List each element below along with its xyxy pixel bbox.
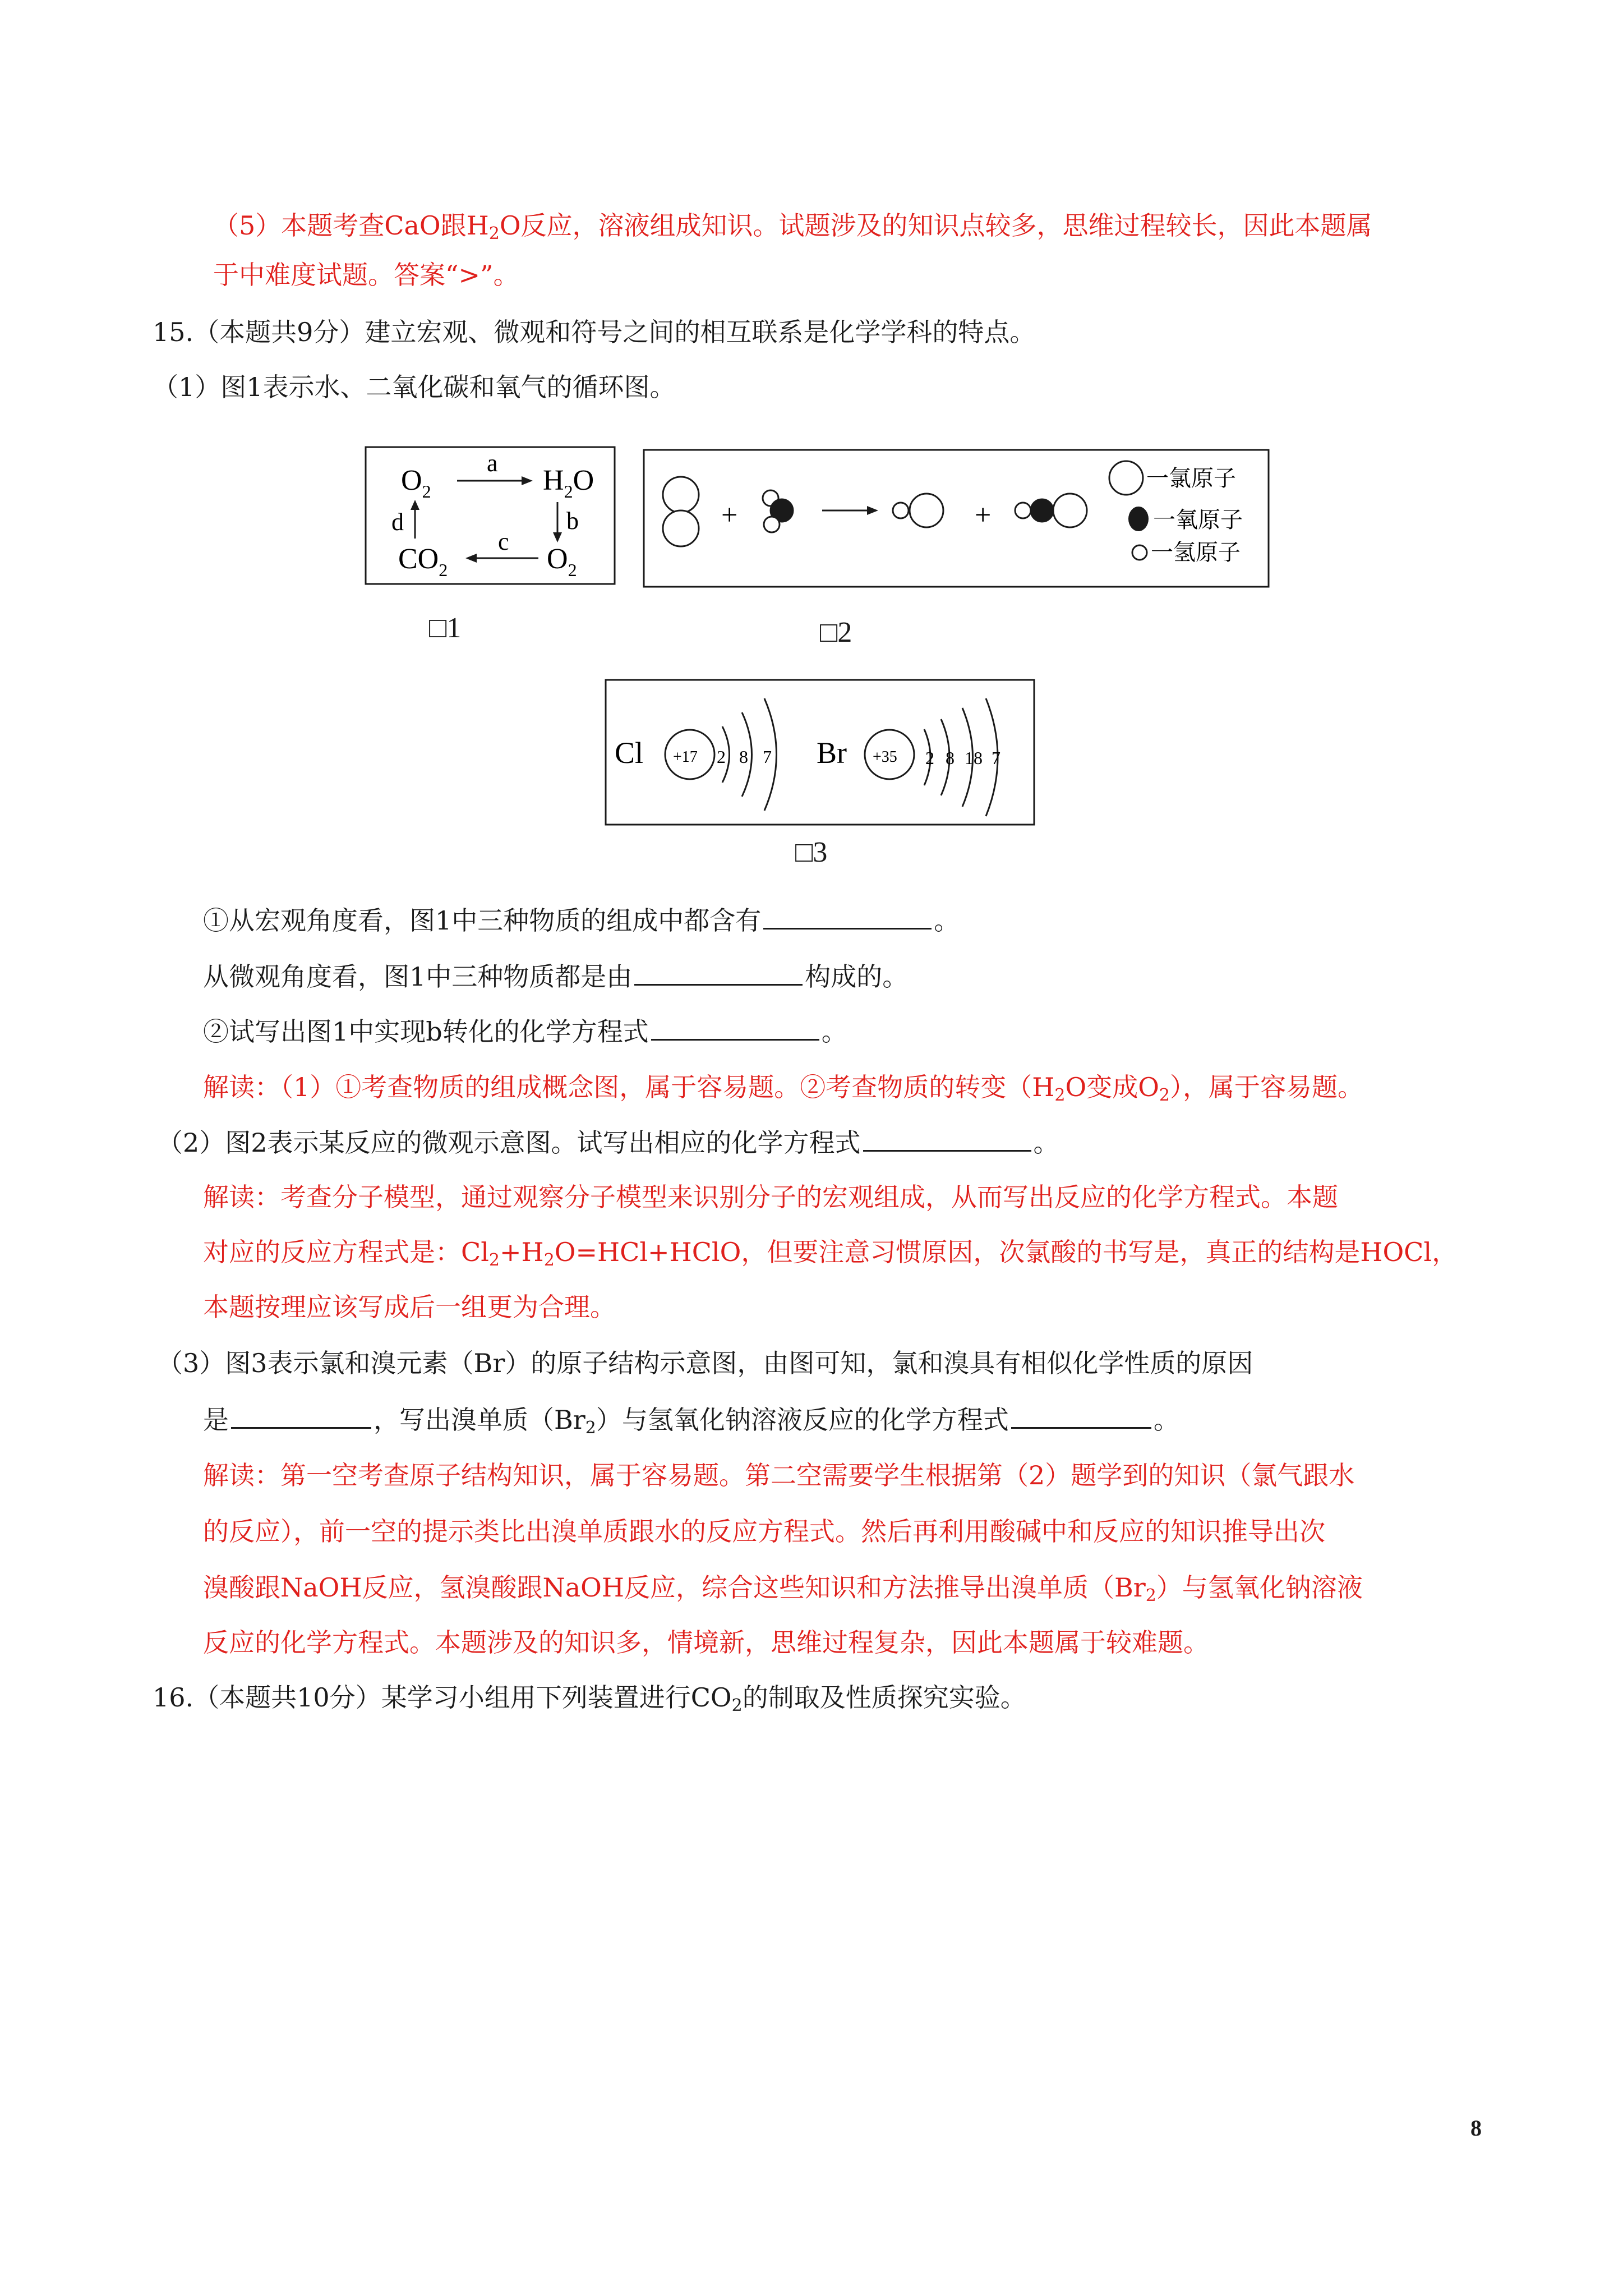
- answer-blank[interactable]: [651, 1014, 819, 1041]
- fig3-cl-nucleus: +17: [673, 748, 698, 766]
- legend-chlorine-label: 一氯原子: [1146, 466, 1236, 491]
- legend-oxygen-label: 一氧原子: [1153, 507, 1243, 532]
- fig1-label-c: c: [498, 528, 509, 555]
- fig3-cl-e2: 8: [739, 747, 748, 767]
- analysis-15-3-line-3: 溴酸跟NaOH反应，氢溴酸跟NaOH反应，综合这些知识和方法推导出溴单质$(Br_2)$与氢氧化钠溶液: [203, 1572, 1363, 1605]
- analysis-15-1: 解读：（1）①考查物质的组成概念图，属于容易题。②考查物质的转变（$H_2O$变成$O_2$），属于容易题。: [203, 1072, 1364, 1105]
- page-number: 8: [1470, 2115, 1482, 2141]
- fig1-o2-bottom: $O_2$: [547, 543, 577, 580]
- legend-hydrogen-icon: [1132, 545, 1147, 560]
- figure-2-molecular-reaction: [643, 449, 1271, 591]
- analysis-15-3-line-2: 的反应），前一空的提示类比出溴单质跟水的反应方程式。然后再利用酸碱中和反应的知识推导出次: [203, 1516, 1325, 1547]
- question-15-part-2: （2）图2表示某反应的微观示意图。试写出相应的化学方程式 。: [157, 1125, 1059, 1159]
- answer-blank[interactable]: [634, 959, 803, 986]
- fig3-br-symbol: Br: [817, 736, 847, 770]
- analysis-15-3-line-4: 反应的化学方程式。本题涉及的知识多，情境新，思维过程复杂，因此本题属于较难题。: [203, 1627, 1209, 1658]
- fig3-br-e4: 7: [992, 748, 1000, 768]
- legend-oxygen-icon: [1128, 507, 1149, 531]
- fig3-cl-e3: 7: [763, 747, 772, 767]
- fig1-label-d: d: [391, 508, 404, 536]
- analysis-15-2-line-1: 解读：考查分子模型，通过观察分子模型来识别分子的宏观组成，从而写出反应的化学方程式。本题: [203, 1182, 1338, 1212]
- question-15-part-3-line-2: 是 ，写出溴单质$(Br_2)$与氢氧化钠溶液反应的化学方程式 。: [203, 1402, 1179, 1445]
- question-15-part-3-line-1: （3）图3表示氯和溴元素（Br）的原子结构示意图，由图可知，氯和溴具有相似化学性质的原因: [157, 1348, 1253, 1378]
- figure-3-atomic-structure: [605, 679, 1036, 830]
- legend-chlorine-icon: [1109, 461, 1143, 495]
- fig1-co2: $CO_2$: [398, 543, 448, 580]
- answer-blank[interactable]: [1011, 1402, 1151, 1429]
- fig1-o2-top: $O_2$: [401, 464, 431, 501]
- answer-5-line-2: 于中难度试题。答案“>”。: [213, 260, 519, 290]
- question-15-part-1: （1）图1表示水、二氧化碳和氧气的循环图。: [153, 372, 676, 402]
- analysis-15-3-line-1: 解读：第一空考查原子结构知识，属于容易题。第二空需要学生根据第（2）题学到的知识（氯气跟水: [203, 1460, 1355, 1490]
- fig2-plus-1: +: [721, 499, 738, 531]
- fig3-cl-symbol: Cl: [615, 736, 644, 770]
- question-15-1-item-3: ②试写出图1中实现b转化的化学方程式 。: [203, 1014, 847, 1048]
- analysis-15-2-line-3: 本题按理应该写成后一组更为合理。: [203, 1292, 616, 1322]
- fig3-cl-e1: 2: [717, 747, 726, 767]
- answer-blank[interactable]: [863, 1125, 1031, 1152]
- figure-3-caption: □3: [795, 836, 828, 868]
- question-15-1-item-1: ①从宏观角度看，图1中三种物质的组成中都含有 。: [203, 903, 960, 937]
- fig2-plus-2: +: [975, 499, 992, 531]
- figure-2-caption: □2: [820, 616, 852, 648]
- fig3-br-e1: 2: [925, 748, 934, 768]
- question-15-1-item-2: 从微观角度看，图1中三种物质都是由 构成的。: [203, 959, 908, 993]
- fig3-br-e3: 18: [965, 748, 983, 768]
- fig1-h2o: $H_2O$: [543, 464, 594, 501]
- legend-hydrogen-label: 一氢原子: [1151, 540, 1241, 565]
- answer-5-line-1: （5）本题考查CaO跟$H_2O$反应，溶液组成知识。试题涉及的知识点较多，思维过程较长，因此本题属: [213, 210, 1372, 243]
- figure-1-caption: □1: [429, 612, 462, 644]
- fig3-br-nucleus: +35: [873, 748, 897, 766]
- answer-blank[interactable]: [763, 903, 932, 930]
- question-16-title: 16.（本题共10分）某学习小组用下列装置进行$CO_2$的制取及性质探究实验。: [153, 1682, 1026, 1715]
- figure-1-cycle-diagram: [365, 446, 617, 588]
- fig1-label-b: b: [566, 507, 579, 535]
- answer-blank[interactable]: [231, 1402, 371, 1429]
- question-15-title: 15.（本题共9分）建立宏观、微观和符号之间的相互联系是化学学科的特点。: [153, 317, 1036, 347]
- fig3-br-e2: 8: [946, 748, 955, 768]
- analysis-15-2-line-2: 对应的反应方程式是：$Cl_2+H_2O=HCl+HClO$，但要注意习惯原因，次氯酸的书写是，真正的结构是HOCl，: [203, 1237, 1458, 1270]
- fig1-label-a: a: [487, 449, 498, 477]
